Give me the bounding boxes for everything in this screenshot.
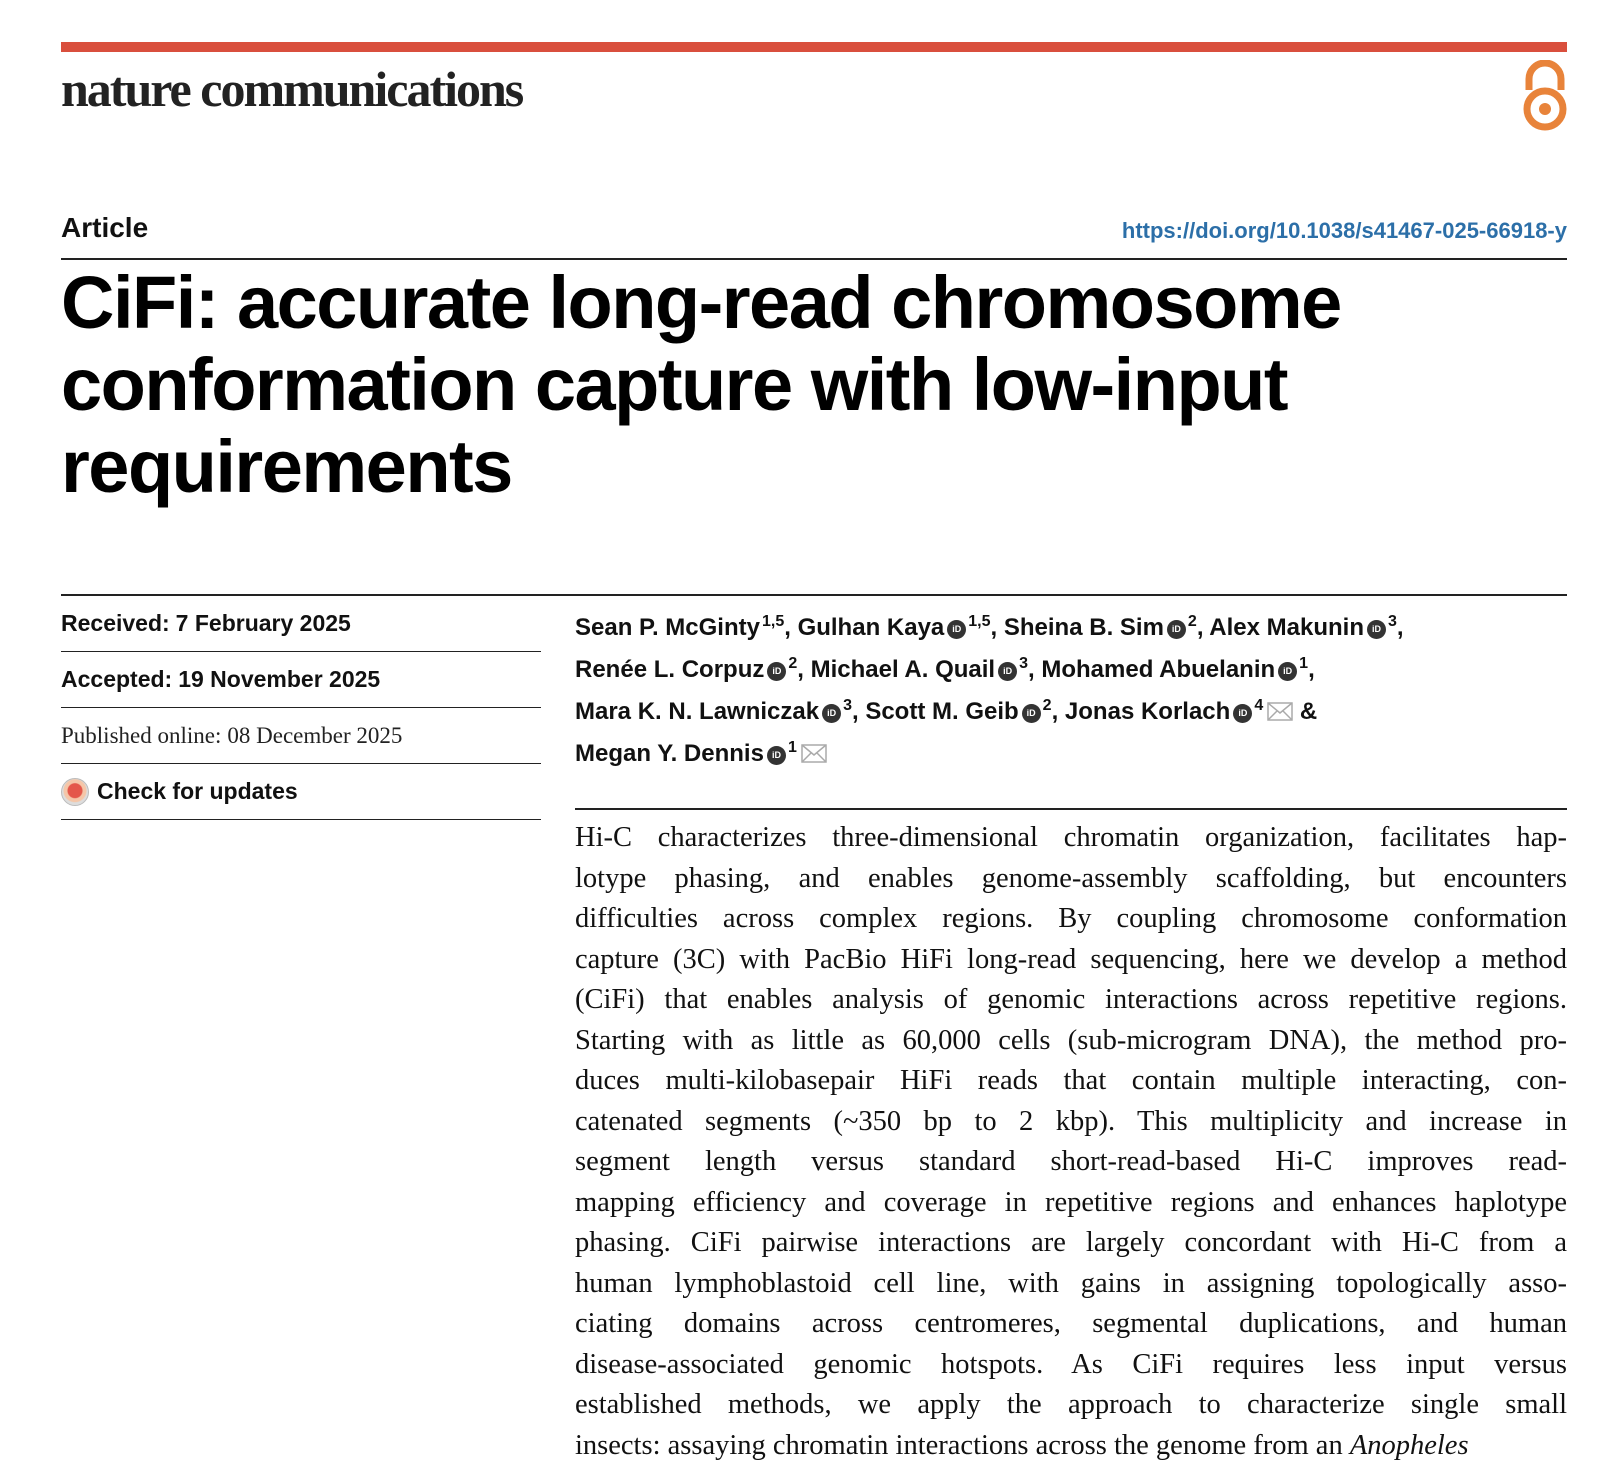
orcid-icon[interactable]: iD [822,704,841,723]
doi-link[interactable]: https://doi.org/10.1038/s41467-025-66918-y [1122,218,1567,244]
abstract-text: established methods, we apply the approach to characterize single small [575,1389,1567,1420]
article-dates [61,596,541,820]
abstract-line [575,859,1567,900]
abstract-text: duces multi-kilobasepair HiFi reads that contain multiple interacting, con- [575,1065,1567,1096]
author-name[interactable]: Michael A. Quail [811,656,996,683]
title-line: requirements [61,425,512,508]
author-name[interactable]: Gulhan Kaya [798,614,945,641]
author-affiliation: 1,5 [762,613,784,630]
received-value: 7 February 2025 [176,610,351,637]
author-entry [575,614,798,641]
abstract-line [575,1183,1567,1224]
author-affiliation: 2 [1188,613,1197,630]
abstract-line [575,1304,1567,1345]
author-separator: , [1397,614,1404,641]
author-separator: , [784,614,797,641]
orcid-icon[interactable]: iD [767,662,786,681]
email-icon[interactable] [801,744,827,763]
abstract-text: disease-associated genomic hotspots. As CiFi requires less input versus [575,1349,1567,1380]
journal-accent-rule [61,42,1567,52]
author-separator: , [1197,614,1209,641]
email-icon[interactable] [1267,702,1293,721]
author-name[interactable]: Megan Y. Dennis [575,740,764,767]
article-type-label: Article [61,212,148,244]
check-for-updates-button[interactable] [61,764,541,820]
orcid-icon[interactable]: iD [1022,704,1041,723]
abstract-line [575,1223,1567,1264]
abstract-line [575,1102,1567,1143]
abstract-text: capture (3C) with PacBio HiFi long-read sequencing, here we develop a method [575,944,1567,975]
abstract-line [575,1264,1567,1305]
abstract-italic-term: Anopheles [1350,1430,1469,1461]
author-name[interactable]: Renée L. Corpuz [575,656,764,683]
published-date [61,708,541,764]
author-name[interactable]: Sheina B. Sim [1004,614,1164,641]
orcid-icon[interactable]: iD [1233,704,1252,723]
abstract-text: catenated segments (~350 bp to 2 kbp). This multiplicity and increase in [575,1106,1567,1137]
orcid-icon[interactable]: iD [947,620,966,639]
abstract-text: difficulties across complex regions. By coupling chromosome conformation [575,903,1567,934]
abstract-line [575,940,1567,981]
abstract-text: lotype phasing, and enables genome-assembly scaffolding, but encounters [575,863,1567,894]
accepted-value: 19 November 2025 [178,666,380,693]
orcid-icon[interactable]: iD [1167,620,1186,639]
author-name[interactable]: Mohamed Abuelanin [1041,656,1275,683]
article-title [61,262,1521,508]
author-entry [1004,614,1209,641]
author-affiliation: 1 [788,739,797,756]
accepted-label: Accepted: [61,666,172,693]
author-affiliation: 4 [1254,697,1263,714]
check-updates-icon [61,778,89,806]
author-entry [811,656,1042,683]
published-value: 08 December 2025 [227,723,402,749]
author-affiliation: 3 [1388,613,1397,630]
abstract-text: mapping efficiency and coverage in repetitive regions and enhances haplotype [575,1187,1567,1218]
author-name[interactable]: Sean P. McGinty [575,614,760,641]
author-affiliation: 2 [788,655,797,672]
author-entry [1041,656,1314,683]
abstract-text: human lymphoblastoid cell line, with gains in assigning topologically asso- [575,1268,1567,1299]
orcid-icon[interactable]: iD [1367,620,1386,639]
author-separator: , [852,698,865,725]
orcid-icon[interactable]: iD [767,746,786,765]
title-line: conformation capture with low-input [61,343,1287,426]
author-affiliation: 2 [1043,697,1052,714]
received-date [61,596,541,652]
author-separator: , [991,614,1004,641]
abstract-line [575,980,1567,1021]
author-name[interactable]: Jonas Korlach [1065,698,1230,725]
author-affiliation: 3 [1019,655,1028,672]
author-entry [575,698,865,725]
journal-name[interactable]: nature communications [61,60,522,118]
author-separator: , [1052,698,1065,725]
orcid-icon[interactable]: iD [998,662,1017,681]
abstract-line [575,1385,1567,1426]
abstract [575,818,1567,1466]
abstract-line [575,1021,1567,1062]
abstract-text: phasing. CiFi pairwise interactions are largely concordant with Hi-C from a [575,1227,1567,1258]
author-list [575,604,1565,772]
orcid-icon[interactable]: iD [1278,662,1297,681]
abstract-line [575,899,1567,940]
abstract-text: segment length versus standard short-read-based Hi-C improves read- [575,1146,1567,1177]
author-separator: & [1293,698,1317,725]
abstract-line [575,1426,1567,1466]
abstract-text: (CiFi) that enables analysis of genomic interactions across repetitive regions. [575,984,1567,1015]
author-separator: , [1028,656,1041,683]
abstract-line [575,818,1567,859]
check-updates-label[interactable]: Check for updates [97,778,298,805]
author-affiliation: 1 [1299,655,1308,672]
abstract-text: Starting with as little as 60,000 cells (sub-microgram DNA), the method pro- [575,1025,1567,1056]
author-entry [1065,698,1317,725]
author-entry [575,740,827,767]
abstract-divider [575,808,1567,810]
author-name[interactable]: Alex Makunin [1209,614,1364,641]
abstract-text: Hi-C characterizes three-dimensional chromatin organization, facilitates hap- [575,822,1567,853]
abstract-text: insects: assaying chromatin interactions across the genome from an [575,1430,1350,1461]
author-affiliation: 1,5 [968,613,990,630]
author-entry [798,614,1004,641]
author-entry [1209,614,1403,641]
published-label: Published online: [61,723,221,749]
title-line: CiFi: accurate long-read chromosome [61,261,1341,344]
author-entry [865,698,1065,725]
author-affiliation: 3 [843,697,852,714]
abstract-line [575,1061,1567,1102]
author-entry [575,656,811,683]
abstract-line [575,1345,1567,1386]
author-name[interactable]: Scott M. Geib [865,698,1018,725]
author-separator: , [1308,656,1315,683]
accepted-date [61,652,541,708]
author-name[interactable]: Mara K. N. Lawniczak [575,698,819,725]
title-divider [61,258,1567,260]
open-access-icon[interactable] [1520,60,1570,134]
author-separator: , [797,656,810,683]
abstract-line [575,1142,1567,1183]
received-label: Received: [61,610,170,637]
abstract-text: ciating domains across centromeres, segmental duplications, and human [575,1308,1567,1339]
